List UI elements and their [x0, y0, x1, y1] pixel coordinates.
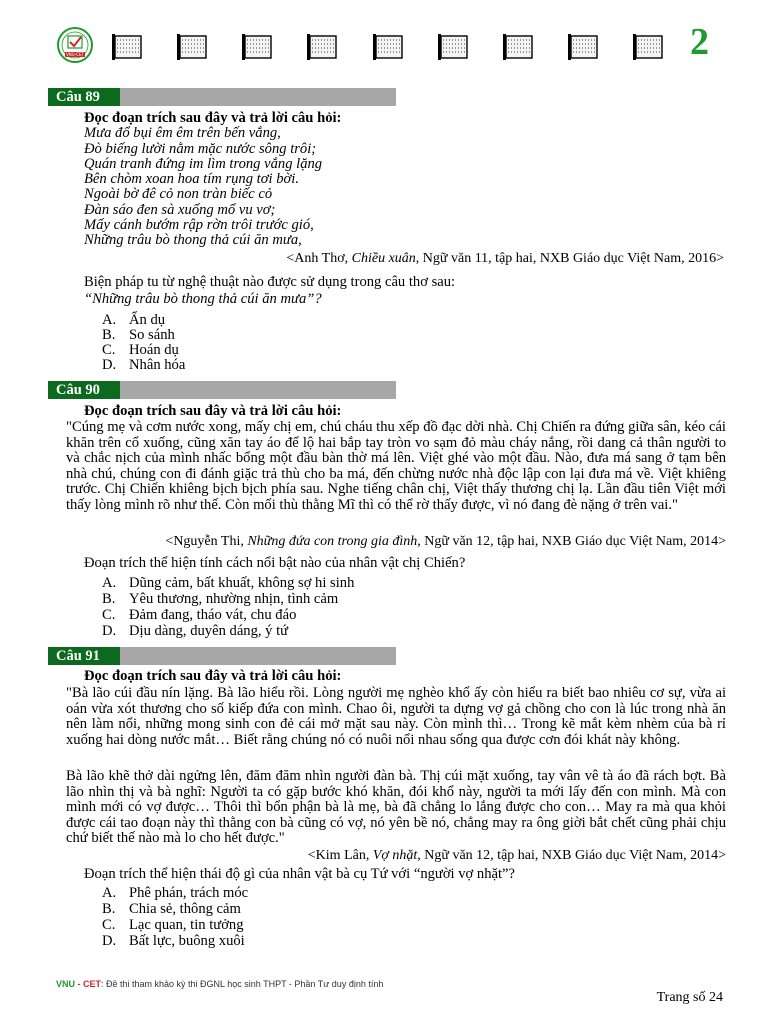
question-text: Đoạn trích thể hiện tính cách nổi bật nào của nhân vật chị Chiến?: [84, 555, 466, 571]
question-bar-fill: [120, 88, 396, 106]
dotted-notepad-icon: [568, 32, 600, 62]
answer-option-a[interactable]: A. Dũng cảm, bất khuất, không sợ hi sinh: [102, 575, 355, 591]
dotted-notepad-icon: [633, 32, 665, 62]
answer-option-c[interactable]: C. Hoán dụ: [102, 342, 179, 358]
dotted-notepad-icon: [112, 32, 144, 62]
question-label: Câu 89: [48, 88, 120, 106]
dotted-notepad-icon: [177, 32, 209, 62]
footer-note: VNU - CET: Đề thi tham khảo kỳ thi ĐGNL học sinh THPT - Phần Tư duy định tính: [56, 979, 384, 989]
instruction: Đọc đoạn trích sau đây và trả lời câu hỏi:: [84, 668, 342, 684]
question-90-instruction: [84, 404, 724, 419]
question-label: Câu 91: [48, 647, 120, 665]
answer-option-c[interactable]: C. Lạc quan, tin tưởng: [102, 917, 244, 933]
poem-line: Mấy cánh bướm rập rờn trôi trước gió,: [84, 217, 314, 234]
question-bar-fill: [120, 381, 396, 399]
dotted-notepad-icon: [307, 32, 339, 62]
question-header-89: [48, 88, 396, 106]
question-header-90: [48, 381, 396, 399]
dotted-notepad-icon: [242, 32, 274, 62]
instruction: Đọc đoạn trích sau đây và trả lời câu hỏi:: [84, 403, 342, 419]
answer-option-a[interactable]: A. Ẩn dụ: [102, 312, 166, 328]
poem-line: Quán tranh đứng im lìm trong vắng lặng: [84, 155, 323, 172]
vnu-cet-logo-icon: [56, 26, 94, 64]
question-90-passage: "Cúng mẹ và cơm nước xong, mấy chị em, chú cháu thu xếp đồ đạc dời nhà. Chị Chiến ra đứng giữa sân, kéo cái khăn trên cổ xuống, cũng xăn tay áo để lộ hai bắp tay tròn vo sạm đỏ màu cháy nắng, rồi dang cả thân người to và chắc nịch của mình nhấc bổng một đầu bàn thờ má lên. Việt ghé vào một đầu. Nào, đưa má sang ở tạm bên nhà chú, chúng con đi đánh giặc trả thù cho ba má, đến chừng nước nhà độc lập con lại đưa má về. Việt khiêng trước. Chị Chiến khiêng bịch bịch phía sau. Nghe tiếng chân chị, Việt thấy thương chị lạ. Lần đầu tiên Việt mới thấy lòng mình rõ như thế. Còn mối thù thằng Mĩ thì có thể rờ thấy được, vì nó đang đè nặng ở trên vai.": [66, 419, 726, 513]
answer-option-d[interactable]: D. Dịu dàng, duyên dáng, ý tứ: [102, 623, 289, 639]
poem-line: Bên chòm xoan hoa tím rụng tơi bời.: [84, 171, 300, 188]
source-citation: <Kim Lân, Vợ nhặt, Ngữ văn 12, tập hai, NXB Giáo dục Việt Nam, 2014>: [307, 848, 726, 863]
poem-line: Đàn sáo đen sà xuống mổ vu vơ;: [84, 201, 276, 218]
source-citation: <Nguyễn Thi, Những đứa con trong gia đình, Ngữ văn 12, tập hai, NXB Giáo dục Việt Nam, 2014>: [165, 534, 726, 549]
svg-text:VNU-CET: VNU-CET: [66, 52, 84, 57]
question-quote: “Những trâu bò thong thả cúi ăn mưa”?: [84, 291, 322, 308]
question-89-prompt: [84, 275, 724, 308]
poem-line: Ngoài bờ đê cỏ non tràn biếc cỏ: [84, 186, 273, 203]
dotted-notepad-icon: [438, 32, 470, 62]
question-89-body: [84, 111, 724, 266]
dotted-notepad-icon: [503, 32, 535, 62]
source-citation: <Anh Thơ, Chiều xuân, Ngữ văn 11, tập hai, NXB Giáo dục Việt Nam, 2016>: [286, 250, 724, 266]
question-91-passage-1: "Bà lão cúi đầu nín lặng. Bà lão hiểu rồi. Lòng người mẹ nghèo khổ ấy còn hiểu ra biết bao nhiêu cơ sự, vừa ai oán vừa xót thương cho số kiếp đứa con mình. Chao ôi, người ta dựng vợ gả chồng cho con là lúc trong nhà ăn nên làm nổi, những mong sinh con đẻ cái mở mặt sau này. Còn mình thì… Trong kẽ mắt kèm nhèm của bà rỉ xuống hai dòng nước mắt… Biết rằng chúng nó có nuôi nổi nhau sống qua được cơn đói khát này không.: [66, 685, 726, 748]
question-label: Câu 90: [48, 381, 120, 399]
answer-option-d[interactable]: D. Nhân hóa: [102, 357, 186, 373]
question-text: Đoạn trích thể hiện thái độ gì của nhân vật bà cụ Tứ với “người vợ nhặt”?: [84, 866, 515, 882]
section-number: 2: [690, 21, 709, 63]
answer-option-d[interactable]: D. Bất lực, buông xuôi: [102, 933, 245, 949]
answer-option-c[interactable]: C. Đảm đang, tháo vát, chu đáo: [102, 607, 297, 623]
question-header-91: [48, 647, 396, 665]
answer-option-b[interactable]: B. Chia sẻ, thông cảm: [102, 901, 241, 917]
question-91-passage-2: Bà lão khẽ thở dài ngửng lên, đăm đăm nhìn người đàn bà. Thị cúi mặt xuống, tay vân vê tà áo đã rách bợt. Bà lão nhìn thị và bà nghĩ: Người ta có gặp bước khó khăn, đói khổ này, người ta mới lấy đến con mình. Mà con mình mới có vợ được… Thôi thì bổn phận bà là mẹ, bà đã chẳng lo lắng được cho con… May ra mà qua khỏi được cái tao đoạn này thì thằng con bà cũng có vợ, nó yên bề nó, chẳng may ra ông giời bắt chết cũng phải chịu chứ biết thế nào mà lo cho hết được.": [66, 768, 726, 847]
question-bar-fill: [120, 647, 396, 665]
poem-line: Đò biếng lười nằm mặc nước sông trôi;: [84, 140, 317, 157]
question-91-instruction: [84, 669, 724, 684]
answer-option-a[interactable]: A. Phê phán, trách móc: [102, 885, 249, 901]
dotted-notepad-icon: [373, 32, 405, 62]
poem-line: Những trâu bò thong thả cúi ăn mưa,: [84, 232, 302, 249]
instruction: Đọc đoạn trích sau đây và trả lời câu hỏi:: [84, 110, 342, 126]
answer-option-b[interactable]: B. Yêu thương, nhường nhịn, tình cảm: [102, 591, 339, 607]
page-header: [0, 0, 777, 80]
question-text: Biện pháp tu từ nghệ thuật nào được sử dụng trong câu thơ sau:: [84, 274, 456, 290]
poem-line: Mưa đổ bụi êm êm trên bến vắng,: [84, 125, 281, 142]
page-number: Trang số 24: [656, 990, 723, 1005]
answer-option-b[interactable]: B. So sánh: [102, 327, 175, 343]
